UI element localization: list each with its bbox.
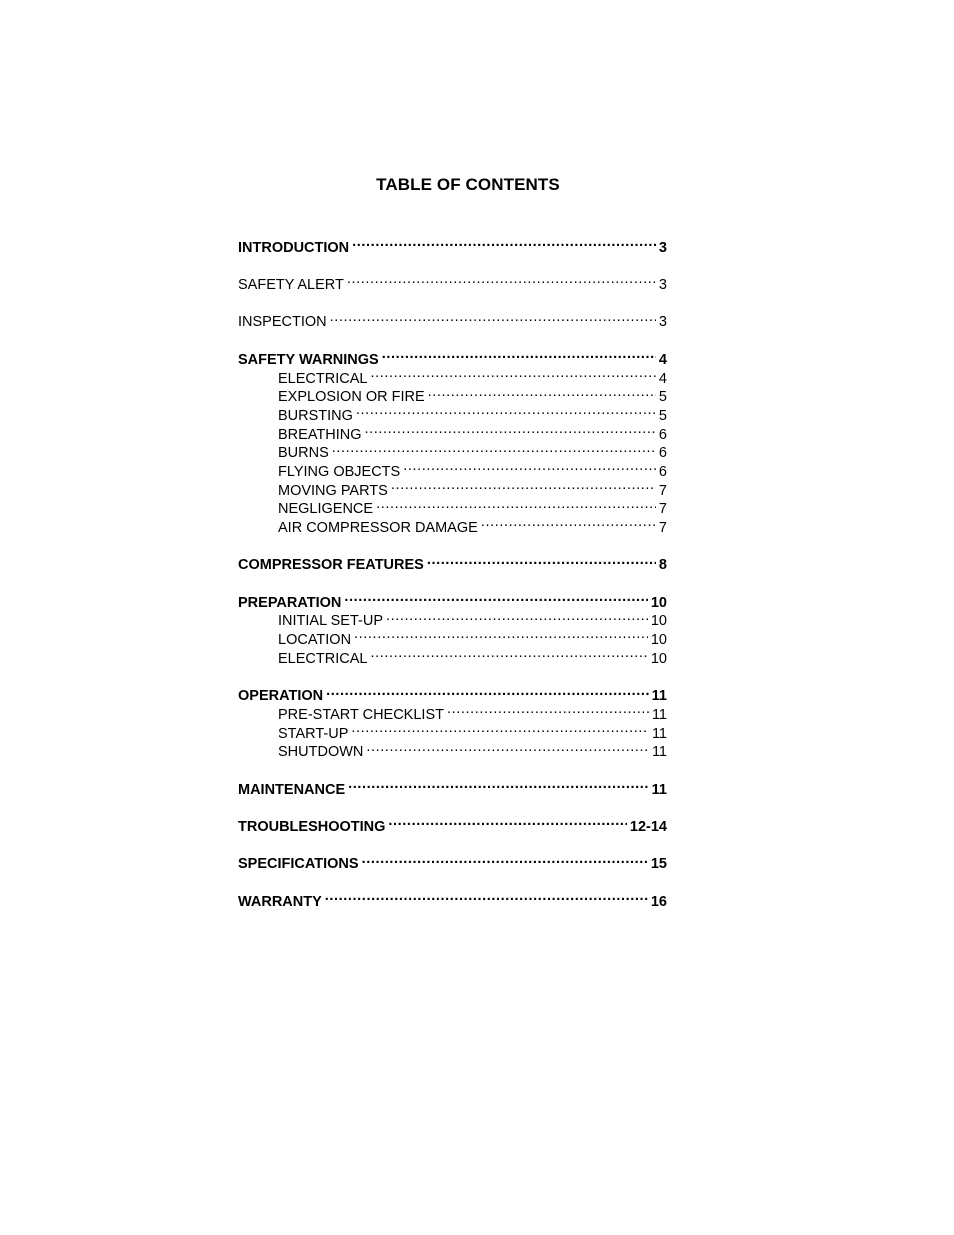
toc-entry-page: 7 xyxy=(658,520,667,536)
toc-entry-label: FLYING OBJECTS xyxy=(278,463,401,480)
toc-entry[interactable] xyxy=(238,233,667,256)
toc-entry[interactable] xyxy=(238,495,667,518)
toc-entry-label: BURNS xyxy=(278,445,329,462)
toc-entry-label: ELECTRICAL xyxy=(278,370,368,387)
toc-entry[interactable] xyxy=(238,625,667,649)
toc-entry-label: SPECIFICATIONS xyxy=(238,856,359,873)
toc-entry-label: AIR COMPRESSOR DAMAGE xyxy=(278,520,478,536)
toc-entry[interactable] xyxy=(238,551,667,574)
toc-entry-label: LOCATION xyxy=(278,632,352,649)
toc-entry[interactable] xyxy=(238,700,667,723)
dot-leader xyxy=(347,270,656,289)
toc-entry-label: PREPARATION xyxy=(238,594,342,611)
dot-leader xyxy=(344,588,647,607)
toc-entry[interactable] xyxy=(238,850,667,873)
dot-leader xyxy=(481,513,656,532)
toc-entry[interactable] xyxy=(238,345,667,368)
toc-entry-page: 11 xyxy=(651,744,667,761)
toc-entry[interactable] xyxy=(238,364,667,387)
toc-entry-page: 10 xyxy=(650,650,667,667)
toc-entry[interactable] xyxy=(238,682,667,705)
dot-leader xyxy=(356,401,656,420)
dot-leader xyxy=(326,682,649,701)
toc-entry[interactable] xyxy=(238,420,667,443)
dot-leader xyxy=(428,383,656,402)
dot-leader xyxy=(376,495,656,514)
toc-entry[interactable] xyxy=(238,401,667,424)
toc-entry[interactable] xyxy=(238,887,667,910)
dot-leader xyxy=(447,700,649,719)
toc-entry-label: BURSTING xyxy=(278,407,353,424)
dot-leader xyxy=(354,625,648,644)
dot-leader xyxy=(332,439,656,458)
toc-entry-page: 15 xyxy=(650,856,667,873)
toc-entry-page: 11 xyxy=(651,781,667,798)
dot-leader xyxy=(391,476,656,495)
dot-leader xyxy=(330,308,656,327)
toc-entry[interactable] xyxy=(238,644,667,667)
toc-entry-label: EXPLOSION OR FIRE xyxy=(278,389,425,406)
toc-entry-page: 11 xyxy=(651,706,667,723)
dot-leader xyxy=(388,812,626,831)
toc-entry-label: NEGLIGENCE xyxy=(278,501,374,518)
toc-entry-label: ELECTRICAL xyxy=(278,650,368,667)
dot-leader xyxy=(403,457,656,476)
toc-entry-label: COMPRESSOR FEATURES xyxy=(238,557,424,574)
toc-entry-label: INITIAL SET-UP xyxy=(278,613,384,630)
dot-leader xyxy=(362,850,648,869)
toc-entry-page: 7 xyxy=(658,501,667,518)
toc-entry[interactable] xyxy=(238,439,667,462)
toc-entry-page: 4 xyxy=(658,351,667,368)
toc-entry-page: 4 xyxy=(658,370,667,387)
toc-entry-page: 10 xyxy=(650,613,667,630)
toc-entry[interactable] xyxy=(238,457,667,480)
toc-entry-label: START-UP xyxy=(278,725,349,742)
dot-leader xyxy=(370,364,655,383)
toc-entry[interactable] xyxy=(238,383,667,406)
dot-leader xyxy=(325,887,648,906)
toc-entry[interactable] xyxy=(238,738,667,761)
toc-entry-label: MAINTENANCE xyxy=(238,781,346,798)
toc-entry[interactable] xyxy=(238,308,667,331)
toc-entry-label: INTRODUCTION xyxy=(238,239,350,256)
toc-entry[interactable] xyxy=(238,812,667,835)
toc-entry[interactable] xyxy=(238,607,667,630)
toc-entry-page: 5 xyxy=(658,407,667,424)
toc-entry-label: SHUTDOWN xyxy=(278,744,364,761)
toc-entry-page: 8 xyxy=(658,557,667,574)
toc-entry-page: 10 xyxy=(650,632,667,649)
dot-leader xyxy=(365,420,656,439)
toc-entry-label: BREATHING xyxy=(278,426,362,443)
dot-leader xyxy=(351,719,649,738)
toc-entry-page: 3 xyxy=(658,239,667,256)
toc-entry-page: 6 xyxy=(658,463,667,480)
toc-entry-page: 5 xyxy=(658,389,667,406)
toc-entry-label: TROUBLESHOOTING xyxy=(238,819,386,835)
toc-entry-page: 6 xyxy=(658,426,667,443)
table-of-contents xyxy=(238,233,667,910)
page-title: TABLE OF CONTENTS xyxy=(376,175,560,194)
toc-entry-label: OPERATION xyxy=(238,688,324,705)
toc-entry[interactable] xyxy=(238,775,667,798)
toc-entry-page: 10 xyxy=(650,594,667,611)
toc-entry-label: WARRANTY xyxy=(238,893,322,910)
toc-entry[interactable] xyxy=(238,476,667,499)
toc-entry-label: INSPECTION xyxy=(238,314,327,331)
toc-entry-label: MOVING PARTS xyxy=(278,482,388,499)
toc-entry[interactable] xyxy=(238,719,667,742)
toc-entry-label: SAFETY ALERT xyxy=(238,277,344,294)
toc-entry-page: 7 xyxy=(658,482,667,499)
dot-leader xyxy=(382,345,656,364)
toc-entry[interactable] xyxy=(238,588,667,611)
toc-entry-page: 11 xyxy=(651,725,667,742)
toc-entry-page: 6 xyxy=(658,445,667,462)
toc-entry-page: 3 xyxy=(658,277,667,294)
toc-entry-page: 16 xyxy=(650,893,667,910)
dot-leader xyxy=(366,738,649,757)
toc-entry-label: SAFETY WARNINGS xyxy=(238,351,379,368)
toc-entry-label: PRE-START CHECKLIST xyxy=(278,706,444,723)
dot-leader xyxy=(348,775,649,794)
dot-leader xyxy=(370,644,647,663)
toc-entry-page: 3 xyxy=(658,314,667,331)
toc-entry[interactable] xyxy=(238,270,667,294)
dot-leader xyxy=(427,551,656,570)
toc-entry-page: 11 xyxy=(651,688,667,705)
dot-leader xyxy=(352,233,656,252)
toc-entry[interactable] xyxy=(238,513,667,536)
dot-leader xyxy=(386,607,648,626)
toc-entry-page: 12-14 xyxy=(629,819,667,835)
